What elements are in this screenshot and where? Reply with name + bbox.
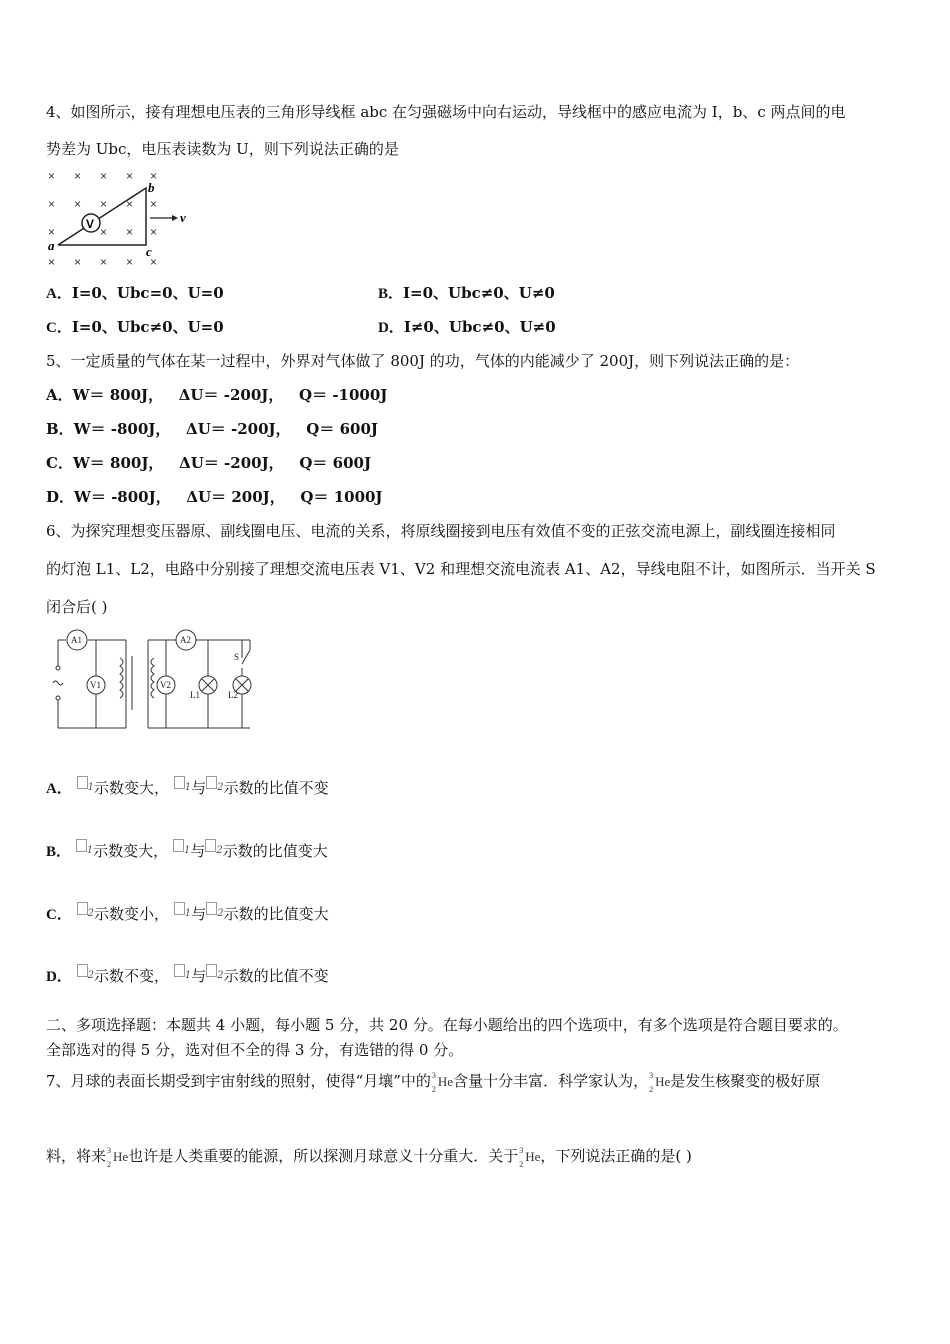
q6-circuit-figure bbox=[44, 628, 266, 732]
meter-symbol-icon bbox=[173, 839, 184, 852]
meter-symbol-icon bbox=[77, 902, 88, 915]
svg-text:V2: V2 bbox=[160, 680, 171, 690]
q5-option-c[interactable]: C．W＝ 800J， ΔU＝ -200J， Q＝ 600J bbox=[46, 454, 372, 472]
svg-text:×: × bbox=[74, 197, 82, 211]
meter-symbol-icon bbox=[206, 964, 217, 977]
q6-option-c[interactable]: C． $^2$示数变小， $^1$与 $^2$示数的比值变大 bbox=[46, 904, 329, 925]
q4-option-c[interactable]: C．I=0、Ubc≠0、U=0 bbox=[46, 318, 224, 336]
svg-text:×: × bbox=[126, 197, 134, 211]
svg-text:×: × bbox=[150, 169, 158, 183]
svg-text:×: × bbox=[150, 225, 158, 239]
q5-option-d[interactable]: D．W＝ -800J， ΔU＝ 200J， Q＝ 1000J bbox=[46, 488, 383, 506]
svg-text:×: × bbox=[100, 255, 108, 269]
label-a: a bbox=[48, 238, 55, 253]
svg-text:×: × bbox=[48, 225, 56, 239]
q5-line1: 5、一定质量的气体在某一过程中，外界对气体做了 800J 的功，气体的内能减少了 200J，则下列说法正确的是： bbox=[46, 352, 800, 370]
meter-label: V bbox=[86, 217, 95, 231]
q6-line1: 6、为探究理想变压器原、副线圈电压、电流的关系，将原线圈接到电压有效值不变的正弦交流电源上，副线圈连接相同 bbox=[46, 522, 836, 540]
svg-text:V1: V1 bbox=[90, 680, 101, 690]
q4-option-a[interactable]: A．I=0、Ubc=0、U=0 bbox=[46, 284, 224, 302]
label-b: b bbox=[148, 180, 155, 195]
q5-option-b[interactable]: B．W＝ -800J， ΔU＝ -200J， Q＝ 600J bbox=[46, 420, 378, 438]
svg-text:×: × bbox=[74, 169, 82, 183]
q6-option-a[interactable]: A． $^1$示数变大， $^1$与 $^2$示数的比值不变 bbox=[46, 778, 329, 799]
meter-symbol-icon bbox=[206, 902, 217, 915]
q6-option-d[interactable]: D． $^2$示数不变， $^1$与 $^2$示数的比值不变 bbox=[46, 966, 329, 987]
magnetic-field-crosses bbox=[48, 169, 157, 269]
svg-text:×: × bbox=[126, 255, 134, 269]
svg-text:×: × bbox=[100, 169, 108, 183]
svg-text:L1: L1 bbox=[190, 690, 200, 700]
meter-symbol-icon bbox=[77, 964, 88, 977]
section2-line2: 全部选对的得 5 分，选对但不全的得 3 分，有选错的得 0 分。 bbox=[46, 1041, 464, 1059]
helium-3-symbol: 3 2 He bbox=[431, 1071, 454, 1094]
svg-text:×: × bbox=[100, 225, 108, 239]
svg-text:×: × bbox=[74, 255, 82, 269]
q6-line3: 闭合后( ) bbox=[46, 598, 108, 616]
meter-symbol-icon bbox=[76, 839, 87, 852]
svg-text:×: × bbox=[126, 225, 134, 239]
helium-3-symbol: 3 2 He bbox=[519, 1146, 541, 1169]
meter-symbol-icon bbox=[205, 839, 216, 852]
q4-option-d[interactable]: D．I≠0、Ubc≠0、U≠0 bbox=[378, 318, 556, 336]
svg-text:S: S bbox=[234, 652, 240, 662]
svg-text:×: × bbox=[100, 197, 108, 211]
svg-text:×: × bbox=[48, 197, 56, 211]
q4-line2: 势差为 Ubc，电压表读数为 U，则下列说法正确的是 bbox=[46, 140, 399, 158]
q4-figure bbox=[44, 168, 194, 272]
svg-text:×: × bbox=[48, 169, 56, 183]
svg-text:×: × bbox=[150, 197, 158, 211]
meter-symbol-icon bbox=[174, 964, 185, 977]
q4-option-b[interactable]: B．I=0、Ubc≠0、U≠0 bbox=[378, 284, 555, 302]
q5-option-a[interactable]: A．W＝ 800J， ΔU＝ -200J， Q＝ -1000J bbox=[46, 386, 388, 404]
helium-3-symbol: 3 2 He bbox=[107, 1146, 129, 1169]
meter-symbol-icon bbox=[77, 776, 88, 789]
label-v: v bbox=[180, 210, 186, 225]
meter-symbol-icon bbox=[206, 776, 217, 789]
svg-text:L2: L2 bbox=[228, 690, 238, 700]
helium-3-symbol: 3 2 He bbox=[649, 1071, 671, 1094]
label-c: c bbox=[146, 244, 152, 259]
ac-source-icon bbox=[53, 681, 63, 685]
q6-option-b[interactable]: B． $^1$示数变大， $^1$与 $^2$示数的比值变大 bbox=[46, 841, 328, 862]
q6-line2: 的灯泡 L1、L2，电路中分别接了理想交流电压表 V1、V2 和理想交流电流表 A1、A2，导线电阻不计，如图所示．当开关 S bbox=[46, 560, 876, 578]
q7-line1: 7、月球的表面长期受到宇宙射线的照射，使得“月壤”中的 3 2 He含量十分丰富．科学家认为， 3 2 He是发生核聚变的极好原 bbox=[46, 1071, 821, 1094]
q7-line2: 料，将来 3 2 He也许是人类重要的能源，所以探测月球意义十分重大．关于 3 2 He，下列说法正确的是( ) bbox=[46, 1146, 692, 1169]
svg-text:×: × bbox=[126, 169, 134, 183]
svg-text:×: × bbox=[48, 255, 56, 269]
meter-symbol-icon bbox=[174, 902, 185, 915]
svg-text:×: × bbox=[150, 255, 158, 269]
meter-symbol-icon bbox=[174, 776, 185, 789]
svg-text:A2: A2 bbox=[180, 635, 191, 645]
q4-line1: 4、如图所示，接有理想电压表的三角形导线框 abc 在匀强磁场中向右运动，导线框中的感应电流为 I，b、c 两点间的电 bbox=[46, 103, 846, 121]
svg-text:A1: A1 bbox=[71, 635, 82, 645]
section2-line1: 二、多项选择题：本题共 4 小题，每小题 5 分，共 20 分。在每小题给出的四个选项中，有多个选项是符合题目要求的。 bbox=[46, 1016, 848, 1034]
